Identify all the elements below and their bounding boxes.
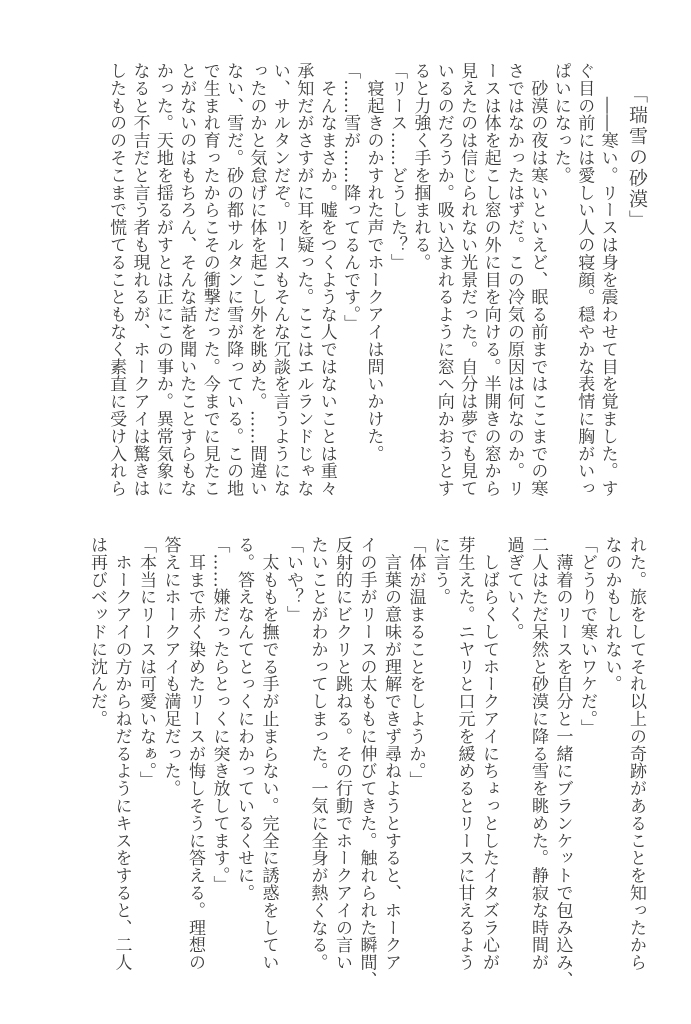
text-line: 「……嫌だったらとっくに突き放してます。」 [209,536,230,893]
text-line: たいことがわかってしまった。一気に全身が熱くなる。 [307,536,328,971]
text-line: さではなかったはずだ。この冷気の原因は何なのか。リ [503,62,524,497]
text-line: に言う。 [430,536,450,606]
text-line: 太ももを撫でる手が止まらない。完全に誘惑をしてい [258,536,279,971]
text-line: 薄着のリースを自分と一緒にブランケットで包み込み、 [552,536,573,989]
text-line: 砂漠の夜は寒いといえど、眠る前まではここまでの寒 [527,62,548,497]
text-line: 寝起きのかすれた声でホークアイは問いかけた。 [363,62,384,463]
text-line: したもののそこまで慌てることもなく素直に受け入れら [106,62,127,497]
text-line: ぱいになった。 [550,62,571,184]
text-line: 「リース……どうした？」 [386,62,407,271]
text-line: 「どうりで寒いワケだ。」 [577,536,597,737]
text-line: ホークアイの方からねだるようにキスをすると、二人 [111,536,132,971]
text-line: 反射的にビクリと跳ねる。その行動でホークアイの言い [332,536,352,971]
text-line: 言葉の意味が理解できず尋ねようとすると、ホークア [381,536,401,971]
text-line: い、サルタンだぞ。リースもそんな冗談を言うようにな [269,62,290,497]
text-line: 二人はただ呆然と砂漠に降る雪を眺めた。静寂な時間が [528,536,548,971]
text-line: とがないのはもちろん、そんな話を聞いたことすらもな [176,62,197,497]
text-line: ――寒い。リースは身を震わせて目を覚ました。す [597,62,618,497]
text-line: そんなまさか。嘘をつくような人ではないことは重々 [316,62,337,497]
text-line: ない、雪だ。砂の都サルタンに雪が降っている。この地 [223,62,244,497]
lower-text-block [85,536,649,996]
text-line: で生まれ育ったからこその衝撃だった。今までに見たこ [199,62,220,497]
text-line: は再びベッドに沈んだ。 [87,536,107,728]
text-line: 承知だがさすがに耳を疑った。ここはエルランドじゃな [293,62,314,497]
text-line: 見えたのは信じられない光景だった。自分は夢でも見て [457,62,478,497]
text-line: ースは体を起こし窓の外に目を向ける。半開きの窓から [480,62,501,497]
text-line: ったのかと気怠げに体を起こし外を眺めた。……間違い [246,62,267,497]
text-line: 耳まで赤く染めたリースが悔しそうに答える。理想の [185,536,205,971]
text-line: 芽生えた。ニヤリと口元を緩めるとリースに甘えるよう [454,536,475,971]
text-line: 「本当にリースは可愛いなぁ。」 [136,536,156,789]
text-line: 過ぎていく。 [503,536,524,641]
text-line: ると力強く手を掴まれる。 [410,62,431,271]
text-line: なのかもしれない。 [601,536,622,693]
text-line: イの手がリースの太ももに伸びてきた。触れられた瞬間、 [356,536,377,989]
text-line: る。答えなんてとっくにわかっているくせに。 [234,536,254,902]
upper-text-block [104,62,648,512]
text-line: しばらくしてホークアイにちょっとしたイタズラ心が [479,536,499,971]
text-line: ぐ目の前には愛しい人の寝顔。穏やかな表情に胸がいっ [574,62,595,497]
text-line: かった。天地を揺るがすとは正にこの事か。異常気象に [152,62,173,497]
text-line: 「体が温まることをしようか。」 [405,536,426,789]
text-line: いるのだろうか。吸い込まれるように窓へ向かおうとす [433,62,454,497]
text-line: れた。旅をしてそれ以上の奇跡があることを知ったから [626,536,646,971]
story-title: 「瑞雪の砂漠」 [626,84,648,231]
text-line: なると不吉だと言う者も現れるが、ホークアイは驚きは [129,62,150,497]
text-line: 答えにホークアイも満足だった。 [160,536,181,797]
text-line: 「……雪が……降ってるんです。」 [340,62,361,332]
text-line: 「いや？」 [283,536,303,623]
